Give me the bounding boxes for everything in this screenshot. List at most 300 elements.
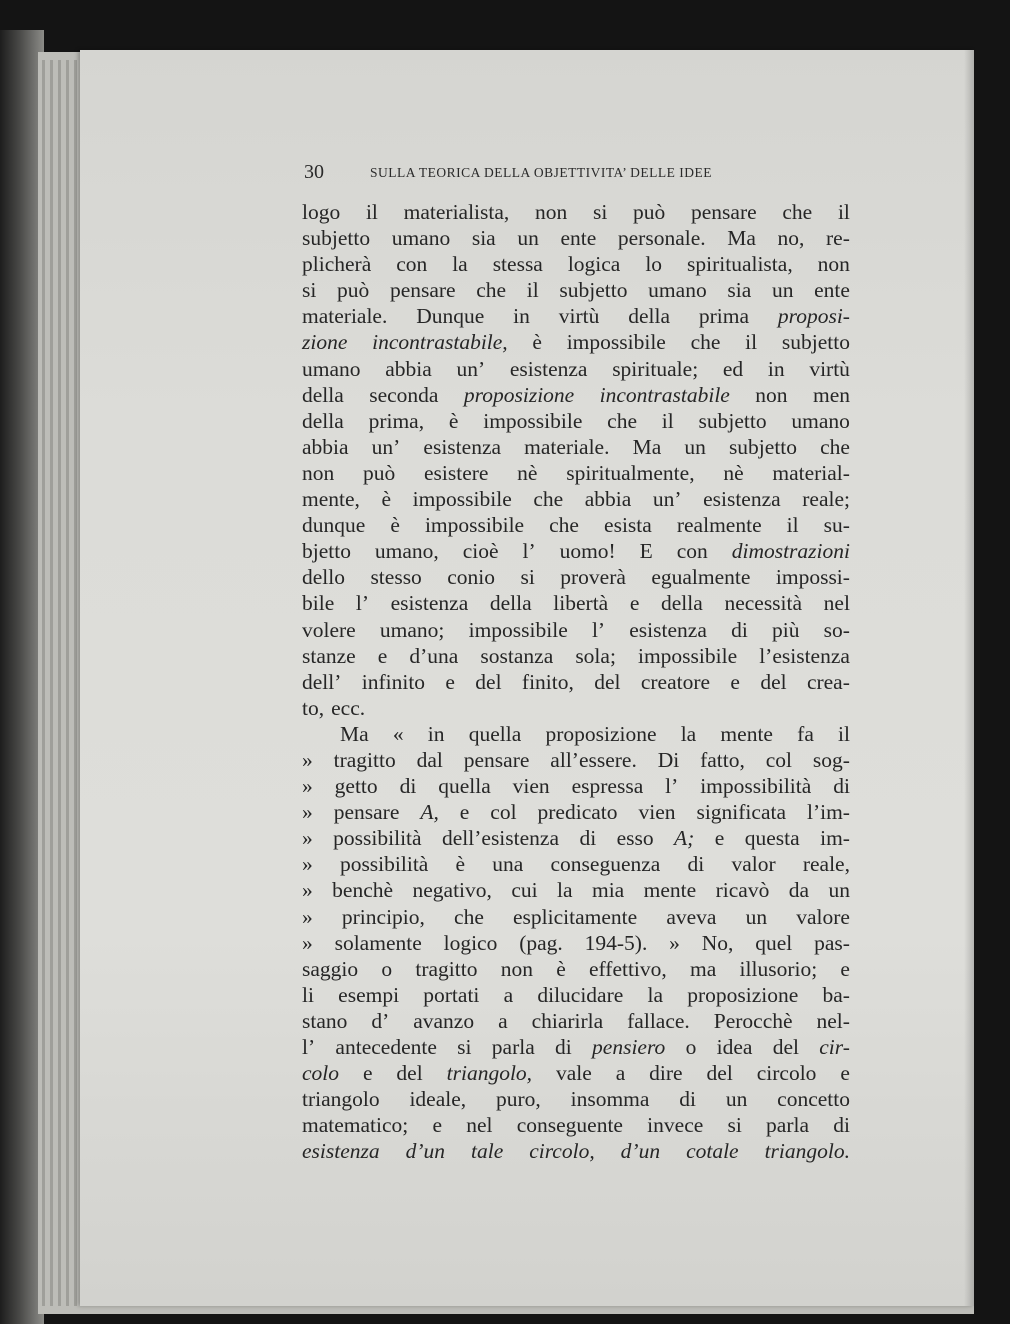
word: espressa bbox=[571, 774, 644, 799]
word: questa bbox=[744, 826, 800, 851]
word: dire bbox=[649, 1061, 683, 1086]
word: umano bbox=[391, 226, 451, 251]
text-line bbox=[302, 408, 850, 434]
text-line bbox=[302, 956, 850, 982]
word: e bbox=[840, 956, 850, 981]
word: non bbox=[500, 956, 533, 981]
word: il bbox=[838, 721, 850, 746]
word: solamente bbox=[334, 930, 422, 955]
word: un bbox=[771, 278, 794, 303]
word: re- bbox=[826, 226, 850, 251]
word: umano bbox=[791, 408, 850, 433]
word: vien bbox=[638, 800, 676, 825]
text-line bbox=[302, 382, 850, 408]
word: to, bbox=[302, 695, 325, 720]
word: impossibile bbox=[637, 643, 738, 668]
text-line bbox=[302, 303, 850, 329]
word: di bbox=[579, 826, 597, 851]
word: più bbox=[771, 617, 800, 642]
word: che bbox=[607, 408, 637, 433]
word: pensare bbox=[333, 800, 400, 825]
word: esplicitamente bbox=[513, 904, 638, 929]
word: impossibile bbox=[566, 330, 666, 355]
word: valor bbox=[731, 852, 776, 877]
word: materiale. bbox=[524, 434, 610, 459]
word: è bbox=[390, 513, 400, 538]
word: No, bbox=[701, 930, 734, 955]
word: che bbox=[782, 200, 813, 224]
word: e bbox=[840, 1061, 850, 1086]
text-line bbox=[302, 251, 850, 277]
word: d’un bbox=[405, 1139, 446, 1164]
word: all’essere. bbox=[550, 747, 637, 772]
word: della bbox=[489, 591, 532, 616]
text-line bbox=[302, 1112, 850, 1138]
word: cioè bbox=[462, 539, 499, 564]
word: concetto bbox=[777, 1087, 850, 1112]
word: Perocchè bbox=[713, 1008, 793, 1033]
word: fatto, bbox=[700, 747, 745, 772]
word: dimostrazioni bbox=[731, 539, 850, 564]
word: finito, bbox=[521, 669, 574, 694]
word: » bbox=[302, 852, 313, 877]
word: triangolo. bbox=[764, 1139, 850, 1164]
word: so- bbox=[823, 617, 850, 642]
word: impossibilità bbox=[700, 774, 812, 799]
word: Dunque bbox=[416, 304, 485, 329]
word: con bbox=[676, 539, 708, 564]
word: impossi- bbox=[775, 565, 850, 590]
word: matematico; bbox=[302, 1113, 409, 1138]
word: mente bbox=[720, 721, 773, 746]
word: prima, bbox=[368, 408, 425, 433]
word: nè bbox=[517, 460, 538, 485]
word: abbia bbox=[385, 356, 432, 381]
word: subjetto bbox=[728, 434, 798, 459]
word: impossibile bbox=[412, 487, 512, 512]
text-line bbox=[302, 877, 850, 903]
word: a bbox=[498, 1008, 508, 1033]
word: A; bbox=[674, 826, 695, 851]
word: esempi bbox=[338, 982, 400, 1007]
word: è bbox=[381, 487, 392, 512]
word: 194-5). bbox=[584, 930, 648, 955]
word: volere bbox=[302, 617, 356, 642]
word: logico bbox=[443, 930, 498, 955]
word: l’ bbox=[522, 539, 536, 564]
word: d’un bbox=[620, 1139, 661, 1164]
word: mente, bbox=[302, 487, 360, 512]
word: incontrastabile bbox=[599, 382, 730, 407]
word: impossibile bbox=[483, 408, 583, 433]
word: della bbox=[302, 382, 344, 407]
word: un bbox=[684, 434, 706, 459]
word: materialista, bbox=[403, 200, 510, 224]
page-number: 30 bbox=[304, 161, 324, 183]
word: su- bbox=[823, 513, 850, 538]
text-line bbox=[302, 538, 850, 564]
text-line bbox=[302, 460, 850, 486]
text-line bbox=[302, 669, 850, 695]
word: mia bbox=[591, 878, 625, 903]
word: puro, bbox=[495, 1087, 541, 1112]
word: una bbox=[492, 852, 524, 877]
word: la bbox=[452, 252, 468, 277]
word: a bbox=[503, 982, 514, 1007]
word: spirituale; bbox=[612, 356, 699, 381]
word: fallace. bbox=[627, 1008, 690, 1033]
word: subjetto bbox=[781, 330, 850, 355]
word: di bbox=[833, 1113, 850, 1138]
word: e bbox=[730, 669, 740, 694]
word: la bbox=[647, 982, 664, 1007]
word: che bbox=[454, 904, 484, 929]
word: che bbox=[549, 513, 579, 538]
word: necessità bbox=[724, 591, 803, 616]
word: esistere bbox=[423, 460, 489, 485]
word: sia bbox=[727, 278, 752, 303]
word: con bbox=[396, 252, 428, 277]
word: subjetto bbox=[302, 226, 371, 251]
text-line bbox=[302, 747, 850, 773]
word: sia bbox=[471, 226, 496, 251]
word: il bbox=[837, 200, 850, 224]
word: esso bbox=[616, 826, 654, 851]
word: tale bbox=[471, 1139, 504, 1164]
word: da bbox=[788, 878, 810, 903]
word: » bbox=[302, 930, 313, 955]
word: un’ bbox=[652, 487, 682, 512]
word: reale, bbox=[802, 852, 850, 877]
word: impossibile bbox=[424, 513, 525, 538]
word: circolo bbox=[756, 1061, 817, 1086]
word: » bbox=[302, 878, 313, 903]
word: triangolo bbox=[302, 1087, 380, 1112]
word: non bbox=[755, 382, 788, 407]
text-line bbox=[302, 721, 850, 747]
text-line bbox=[302, 695, 850, 721]
word: virtù bbox=[809, 356, 850, 381]
word: Ma bbox=[632, 434, 662, 459]
word: conseguente bbox=[516, 1113, 623, 1138]
word: chiarirla bbox=[531, 1008, 604, 1033]
word: l’ bbox=[302, 1035, 316, 1059]
word: » bbox=[302, 904, 313, 929]
text-line bbox=[302, 434, 850, 460]
word: l’esistenza bbox=[759, 643, 850, 668]
word: in bbox=[427, 721, 445, 746]
word: tragitto bbox=[415, 956, 478, 981]
word: crea- bbox=[806, 669, 850, 694]
word: spiritualista, bbox=[687, 252, 793, 277]
word: ed bbox=[722, 356, 744, 381]
word: men bbox=[812, 382, 850, 407]
word: « bbox=[392, 721, 404, 746]
word: è bbox=[532, 330, 542, 355]
word: aveva bbox=[666, 904, 717, 929]
word: quella bbox=[438, 774, 491, 799]
text-line bbox=[302, 1060, 850, 1086]
word: ecc. bbox=[331, 695, 366, 720]
word: abbia bbox=[302, 434, 349, 459]
word: invece bbox=[647, 1113, 704, 1138]
word: lo bbox=[645, 252, 663, 277]
word: seconda bbox=[369, 382, 439, 407]
word: significata bbox=[696, 800, 787, 825]
word: e bbox=[629, 591, 640, 616]
word: un’ bbox=[371, 434, 401, 459]
word: conseguenza bbox=[550, 852, 661, 877]
text-line bbox=[302, 225, 850, 251]
word: reale; bbox=[802, 487, 850, 512]
word: idea bbox=[716, 1035, 753, 1059]
word: può bbox=[362, 460, 396, 485]
running-head bbox=[304, 160, 856, 186]
text-line bbox=[302, 904, 850, 930]
word: proposizione bbox=[545, 721, 657, 746]
word: del bbox=[706, 1061, 733, 1086]
word: d’ bbox=[371, 1008, 390, 1033]
word: dell’esistenza bbox=[442, 826, 560, 851]
word: pensare bbox=[691, 200, 757, 224]
word: col bbox=[765, 747, 793, 772]
text-line bbox=[302, 277, 850, 303]
text-line bbox=[302, 564, 850, 590]
text-line bbox=[302, 512, 850, 538]
word: nè bbox=[723, 460, 744, 485]
word: infinito bbox=[361, 669, 426, 694]
word: abbia bbox=[584, 487, 632, 512]
text-line bbox=[302, 1008, 850, 1034]
word: » bbox=[669, 930, 680, 955]
word: pensiero bbox=[592, 1035, 666, 1059]
word: subjetto bbox=[559, 278, 628, 303]
word: di bbox=[399, 774, 417, 799]
word: triangolo, bbox=[446, 1061, 533, 1086]
text-line bbox=[302, 1034, 850, 1060]
word: ricavò bbox=[715, 878, 770, 903]
word: un bbox=[828, 878, 850, 903]
word: non bbox=[535, 200, 568, 224]
word: il bbox=[365, 200, 378, 224]
text-line bbox=[302, 590, 850, 616]
word: e bbox=[362, 1061, 373, 1086]
word: vien bbox=[512, 774, 550, 799]
word: no, bbox=[777, 226, 805, 251]
text-line bbox=[302, 643, 850, 669]
word: un’ bbox=[456, 356, 486, 381]
word: dell’ bbox=[302, 669, 342, 694]
word: materiale. bbox=[302, 304, 388, 329]
word: portati bbox=[423, 982, 480, 1007]
word: della bbox=[302, 408, 344, 433]
word: umano bbox=[648, 278, 707, 303]
word: di bbox=[555, 1035, 572, 1059]
word: il bbox=[745, 330, 758, 355]
word: un bbox=[517, 226, 539, 251]
text-line bbox=[302, 356, 850, 382]
word: è bbox=[556, 956, 566, 981]
word: e bbox=[459, 800, 470, 825]
word: può bbox=[337, 278, 370, 303]
word: della bbox=[661, 591, 703, 616]
word: ente bbox=[814, 278, 850, 303]
text-line bbox=[302, 773, 850, 799]
word: dunque bbox=[302, 513, 366, 538]
word: incontrastabile, bbox=[372, 330, 508, 355]
word: personale. bbox=[617, 226, 706, 251]
word: esistenza bbox=[703, 487, 781, 512]
word: bile bbox=[302, 591, 335, 616]
word: un bbox=[725, 1087, 748, 1112]
word: Di bbox=[657, 747, 680, 772]
word: l’ bbox=[355, 591, 370, 616]
word: esistenza bbox=[302, 1139, 380, 1164]
word: di bbox=[833, 774, 850, 799]
running-title: SULLA TEORICA DELLA OBJETTIVITA’ DELLE IDEE bbox=[370, 165, 712, 180]
word: proposi- bbox=[777, 304, 850, 329]
word: proposizione bbox=[463, 382, 575, 407]
word: pensare bbox=[389, 278, 456, 303]
word: che bbox=[820, 434, 850, 459]
word: dilucidare bbox=[537, 982, 624, 1007]
word: ente bbox=[560, 226, 597, 251]
word: esistenza bbox=[423, 434, 502, 459]
word: A, bbox=[420, 800, 439, 825]
word: di bbox=[679, 1087, 697, 1112]
word: esistenza bbox=[390, 591, 469, 616]
text-line bbox=[302, 799, 850, 825]
word: principio, bbox=[341, 904, 425, 929]
word: Ma bbox=[727, 226, 756, 251]
word: esista bbox=[604, 513, 652, 538]
word: quella bbox=[468, 721, 522, 746]
word: logo bbox=[302, 200, 341, 224]
text-line bbox=[302, 1086, 850, 1112]
word: impossibile bbox=[468, 617, 568, 642]
word: (pag. bbox=[519, 930, 563, 955]
word: l’ bbox=[665, 774, 679, 799]
word: e bbox=[377, 643, 388, 668]
word: che bbox=[690, 330, 721, 355]
word: di bbox=[731, 617, 748, 642]
word: subjetto bbox=[698, 408, 767, 433]
word: che bbox=[533, 487, 564, 512]
word: logica bbox=[567, 252, 621, 277]
word: del bbox=[772, 1035, 799, 1059]
body-text bbox=[302, 199, 850, 1164]
text-line bbox=[302, 617, 850, 643]
word: d’una bbox=[409, 643, 459, 668]
word: si bbox=[520, 565, 535, 590]
word: è bbox=[455, 852, 466, 877]
text-line bbox=[302, 930, 850, 956]
word: spiritualmente, bbox=[566, 460, 695, 485]
word: li bbox=[302, 982, 314, 1007]
word: virtù bbox=[558, 304, 600, 329]
word: ma bbox=[690, 956, 717, 981]
word: umano; bbox=[379, 617, 445, 642]
word: getto bbox=[334, 774, 378, 799]
word: predicato bbox=[537, 800, 618, 825]
word: della bbox=[628, 304, 671, 329]
word: uomo! bbox=[559, 539, 616, 564]
word: parla bbox=[491, 1035, 535, 1059]
word: material- bbox=[772, 460, 850, 485]
word: l’ bbox=[591, 617, 606, 642]
word: illusorio; bbox=[739, 956, 818, 981]
word: e bbox=[432, 1113, 443, 1138]
word: libertà bbox=[553, 591, 609, 616]
word: la bbox=[557, 878, 573, 903]
word: possibilità bbox=[333, 826, 422, 851]
word: stano bbox=[302, 1008, 348, 1033]
word: del bbox=[396, 1061, 423, 1086]
word: del bbox=[475, 669, 502, 694]
word: dello bbox=[302, 565, 345, 590]
word: si bbox=[592, 200, 608, 224]
word: proposizione bbox=[687, 982, 799, 1007]
word: il bbox=[786, 513, 799, 538]
word: sola; bbox=[575, 643, 616, 668]
word: sostanza bbox=[480, 643, 554, 668]
word: stesso bbox=[370, 565, 422, 590]
word: si bbox=[302, 278, 317, 303]
word: creatore bbox=[640, 669, 711, 694]
text-line bbox=[302, 486, 850, 512]
word: che bbox=[476, 278, 507, 303]
word: del bbox=[760, 669, 787, 694]
word: conio bbox=[447, 565, 496, 590]
word: quel bbox=[755, 930, 793, 955]
word: valore bbox=[796, 904, 850, 929]
word: colo bbox=[302, 1061, 340, 1086]
word: non bbox=[817, 252, 850, 277]
word: a bbox=[615, 1061, 626, 1086]
word: cir- bbox=[819, 1035, 850, 1059]
word: vale bbox=[555, 1061, 592, 1086]
word: dal bbox=[416, 747, 443, 772]
word: nel bbox=[823, 591, 850, 616]
word: stessa bbox=[492, 252, 543, 277]
word: si bbox=[727, 1113, 742, 1138]
word: prima bbox=[698, 304, 750, 329]
word: im- bbox=[820, 826, 850, 851]
word: fa bbox=[797, 721, 814, 746]
text-line bbox=[302, 825, 850, 851]
word: bjetto bbox=[302, 539, 351, 564]
word: può bbox=[633, 200, 666, 224]
word: nel bbox=[466, 1113, 493, 1138]
word: il bbox=[526, 278, 539, 303]
word: la bbox=[680, 721, 697, 746]
text-line bbox=[302, 1138, 850, 1164]
word: e bbox=[445, 669, 455, 694]
word: Ma bbox=[340, 721, 369, 746]
word: proverà bbox=[560, 565, 626, 590]
word: e bbox=[714, 826, 725, 851]
word: plicherà bbox=[302, 252, 372, 277]
word: è bbox=[448, 408, 459, 433]
word: in bbox=[767, 356, 785, 381]
word: » bbox=[302, 774, 313, 799]
word: si bbox=[457, 1035, 472, 1059]
word: cotale bbox=[686, 1139, 739, 1164]
word: E bbox=[639, 539, 653, 564]
word: ba- bbox=[822, 982, 850, 1007]
word: insomma bbox=[570, 1087, 650, 1112]
word: » bbox=[302, 826, 313, 851]
